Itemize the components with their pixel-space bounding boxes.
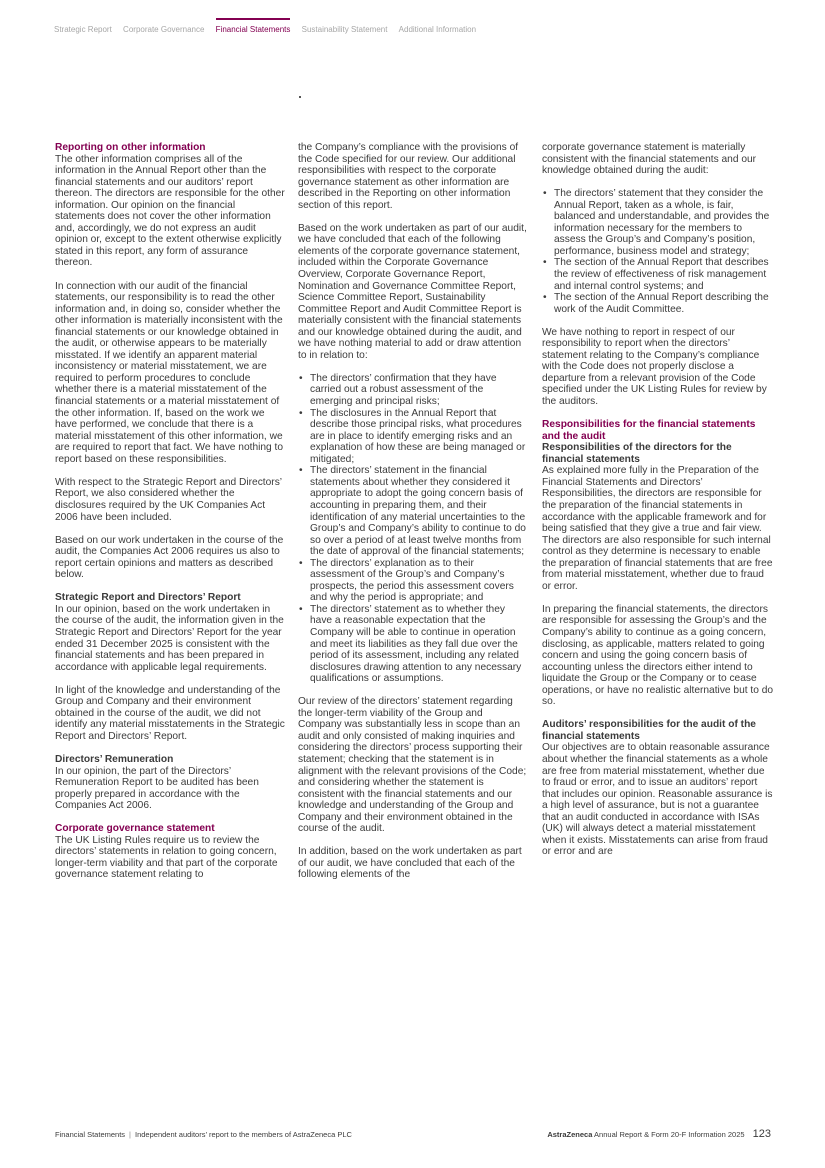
paragraph: We have nothing to report in respect of our responsibility to report when the directors’ statement relating to the Company’s compliance with the Code does not properly disclose a departure from a relevant provision of the Code specified under the UK Listing Rules for review by the auditors.	[542, 326, 767, 408]
tab-corporate-governance[interactable]: Corporate Governance	[123, 25, 205, 34]
paragraph: In light of the knowledge and understanding of the Group and Company and their environment obtained in the course of the audit, we did not identify any material misstatements in the Strategic Report and Directors’ Report.	[55, 684, 285, 742]
tab-financial-statements[interactable]: Financial Statements	[216, 22, 291, 34]
footer-publication	[547, 1128, 771, 1140]
paragraph: Based on the work undertaken as part of our audit, we have concluded that each of the following elements of the corporate governance statement, included within the Corporate Governance Overview, Corporate Governance Report, Nomination and Governance Committee Report, Science Committee Report, Sustainability Committee Report and Audit Committee Report is materially consistent with the financial statements and our knowledge obtained during the audit, and we have nothing material to add or draw attention to in relation to:	[298, 222, 527, 361]
list-item: • The section of the Annual Report describing the work of the Audit Committee.	[542, 292, 774, 315]
paragraph: Based on our work undertaken in the course of the audit, the Companies Act 2006 requires us also to report certain opinions and matters as described below.	[55, 534, 284, 581]
paragraph: In connection with our audit of the financial statements, our responsibility is to read the other information and, in doing so, consider whether the other information is materially inconsistent with the financial statements or our knowledge obtained in the audit, or otherwise appears to be materially misstated. If we identify an apparent material inconsistency or material misstatement, we are required to perform procedures to conclude whether there is a material misstatement of the financial statements or a material misstatement of the other information. If, based on the work we have performed, we conclude that there is a material misstatement of this other information, we are required to report that fact. We have nothing to report based on these responsibilities.	[55, 280, 284, 465]
paragraph: The other information comprises all of the information in the Annual Report other than the financial statements and our auditors’ report thereon. The directors are responsible for the other information. Our opinion on the financial statements does not cover the other information and, accordingly, we do not express an audit opinion or, except to the extent otherwise explicitly stated in this report, any form of assurance thereon.	[55, 153, 285, 269]
section-nav	[54, 22, 485, 42]
heading-directors-remuneration: Directors’ Remuneration	[55, 753, 174, 765]
page-number: 123	[752, 1128, 771, 1140]
list-item: • The disclosures in the Annual Report that describe those principal risks, what procedures are in place to identify emerging risks and an explanation of how these are being managed or mitigated;	[298, 408, 528, 466]
list-item: • The directors’ statement in the financial statements about whether they considered it appropriate to adopt the going concern basis of accounting in preparing them, and their identification of any material uncertainties to the Group’s and Company’s ability to continue to do so over a period of at least twelve months from the date of approval of the financial statements;	[298, 465, 528, 557]
paragraph: the Company’s compliance with the provisions of the Code specified for our review. Our additional responsibilities with respect to the corporate governance statement as other information are described in the Reporting on other information section of this report.	[298, 142, 519, 211]
paragraph: corporate governance statement is materially consistent with the financial statements and our knowledge obtained during the audit:	[542, 142, 757, 177]
paragraph: As explained more fully in the Preparation of the Financial Statements and Directors’ Responsibilities, the directors are responsible for the preparation of the financial statements in accordance with the applicable framework and for being satisfied that they give a true and fair view. The directors are also responsible for such internal control as they determine is necessary to enable the preparation of financial statements that are free from material misstatement, whether due to fraud or error.	[542, 465, 773, 592]
tab-sustainability-statement[interactable]: Sustainability Statement	[301, 25, 388, 34]
list-item: • The directors’ confirmation that they have carried out a robust assessment of the emerging and principal risks;	[298, 373, 528, 408]
tab-additional-information[interactable]: Additional Information	[398, 25, 477, 34]
paragraph: In our opinion, based on the work undertaken in the course of the audit, the information given in the Strategic Report and Directors’ Report for the year ended 31 December 2025 is consistent with the financial statements and has been prepared in accordance with applicable legal requirements.	[55, 603, 284, 673]
list-item: • The section of the Annual Report that describes the review of effectiveness of risk management and internal control systems; and	[542, 257, 774, 292]
heading-responsibilities-directors: Responsibilities of the directors for the financial statements	[542, 442, 732, 465]
paragraph: With respect to the Strategic Report and Directors’ Report, we also considered whether the disclosures required by the UK Companies Act 2006 have been included.	[55, 476, 282, 523]
paragraph: In our opinion, the part of the Directors’ Remuneration Report to be audited has been properly prepared in accordance with the Companies Act 2006.	[55, 765, 259, 812]
column-2	[298, 142, 528, 881]
heading-strategic-report: Strategic Report and Directors’ Report	[55, 592, 241, 604]
heading-auditors-responsibilities: Auditors’ responsibilities for the audit of the financial statements	[542, 719, 756, 742]
heading-reporting-other-information: Reporting on other information	[55, 142, 206, 153]
paragraph: Our review of the directors’ statement regarding the longer-term viability of the Group and Company was substantially less in scope than an audit and only consisted of making inquiries and considering the directors’ process supporting their statement; checking that the statement is in alignment with the relevant provisions of the Code; and considering whether the statement is consistent with the financial statements and our knowledge and understanding of the Group and Company and their environment obtained in the course of the audit.	[298, 696, 527, 835]
footer-publication-title: Annual Report & Form 20-F Information 2025	[594, 1130, 745, 1139]
decorative-dot	[299, 96, 301, 98]
list-item: • The directors’ statement as to whether they have a reasonable expectation that the Company will be able to continue in operation and meet its liabilities as they fall due over the period of its assessment, including any related disclosures drawing attention to any necessary qualifications or assumptions.	[298, 604, 528, 685]
footer-brand: AstraZeneca	[547, 1130, 593, 1139]
list-item: • The directors’ statement that they consider the Annual Report, taken as a whole, is fair, balanced and understandable, and provides the information necessary for the members to assess the Group’s and Company’s position, performance, business model and strategy;	[542, 188, 774, 257]
footer-separator: |	[129, 1130, 131, 1139]
page-footer	[55, 1128, 771, 1142]
footer-title: Independent auditors’ report to the members of AstraZeneca PLC	[135, 1130, 352, 1139]
footer-breadcrumb	[55, 1130, 352, 1139]
footer-section: Financial Statements	[55, 1130, 126, 1139]
tab-strategic-report[interactable]: Strategic Report	[54, 25, 112, 34]
column-1	[55, 142, 285, 881]
heading-corporate-governance-statement: Corporate governance statement	[55, 823, 215, 835]
paragraph: The UK Listing Rules require us to review the directors’ statements in relation to going concern, longer-term viability and that part of the corporate governance statement relating to	[55, 834, 278, 881]
column-3	[542, 142, 774, 858]
paragraph: In addition, based on the work undertaken as part of our audit, we have concluded that each of the following elements of the	[298, 846, 522, 881]
list-item: • The directors’ explanation as to their assessment of the Group’s and Company’s prospects, the period this assessment covers and why the period is appropriate; and	[298, 558, 528, 604]
paragraph: In preparing the financial statements, the directors are responsible for assessing the Group’s and the Company’s ability to continue as a going concern, disclosing, as applicable, matters related to going concern and using the going concern basis of accounting unless the directors either intend to liquidate the Group or the Company or to cease operations, or have no realistic alternative but to do so.	[542, 603, 774, 708]
bullet-list	[298, 373, 528, 685]
paragraph: Our objectives are to obtain reasonable assurance about whether the financial statements as a whole are free from material misstatement, whether due to fraud or error, and to issue an auditors’ report that includes our opinion. Reasonable assurance is a high level of assurance, but is not a guarantee that an audit conducted in accordance with ISAs (UK) will always detect a material misstatement when it exists. Misstatements can arise from fraud or error and are	[542, 742, 773, 858]
bullet-list	[542, 188, 774, 315]
heading-responsibilities: Responsibilities for the financial statements and the audit	[542, 419, 756, 442]
